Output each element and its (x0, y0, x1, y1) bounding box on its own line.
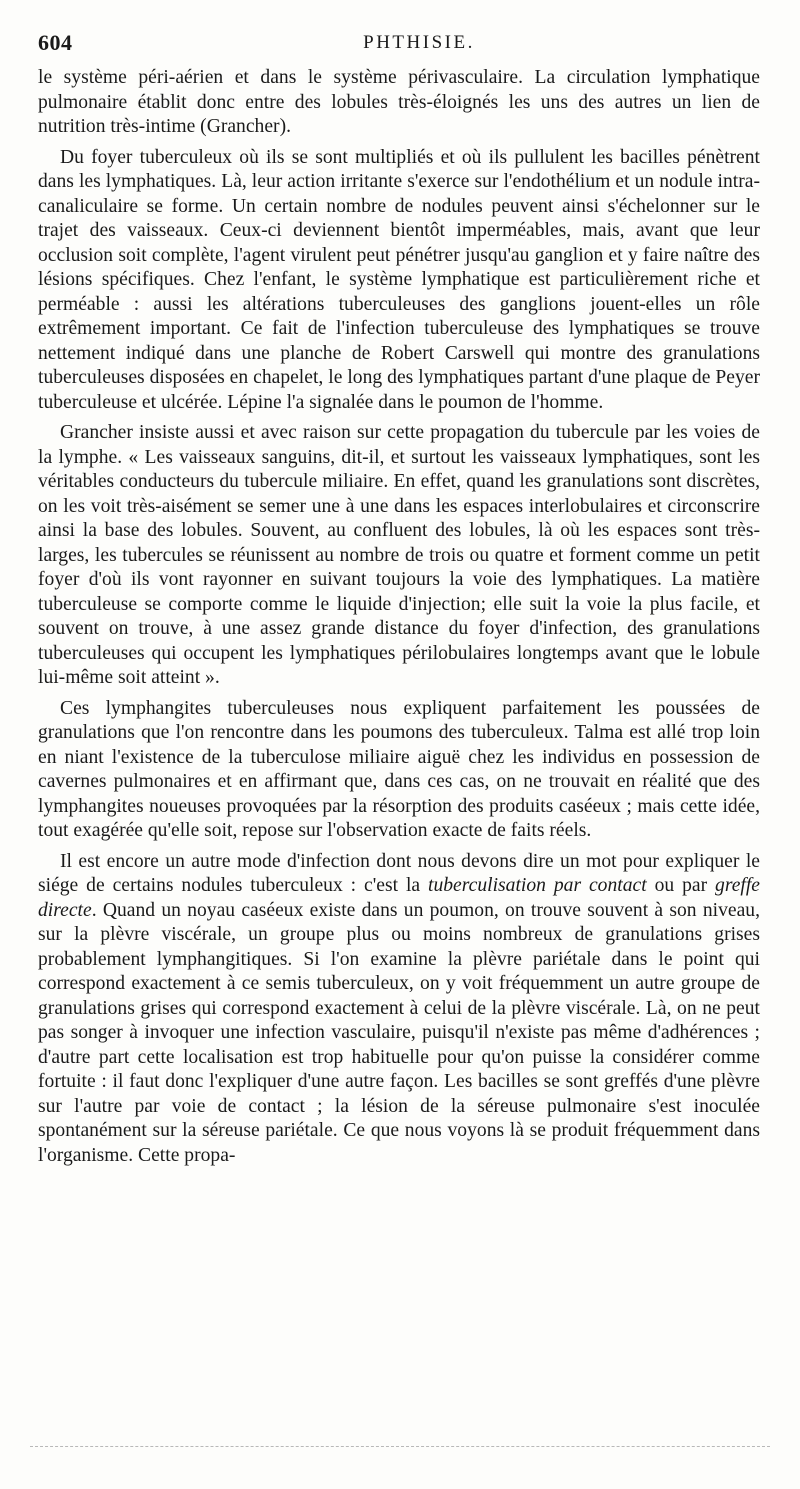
footer-rule (30, 1446, 770, 1447)
italic-term-greffe: greffe directe (38, 875, 760, 921)
paragraph-lymphatic-spread: Du foyer tuberculeux où ils se sont multipliés et où ils pullulent les bacilles pénètrent dans les lymphatiques. Là, leur action irritante s'exerce sur l'endothélium et un nodule intra-canaliculaire se forme. Un certain nombre de nodules peuvent ainsi s'échelonner sur le trajet des vaisseaux. Ceux-ci deviennent bientôt imperméables, mais, avant que leur occlusion soit complète, l'agent virulent peut pénétrer jusqu'au ganglion et y faire naître des lésions spécifiques. Chez l'enfant, le système lymphatique est particulièrement riche et perméable : aussi les altérations tuberculeuses des ganglions jouent-elles un rôle extrêmement important. Ce fait de l'infection tuberculeuse des lymphatiques se trouve nettement indiqué dans une planche de Robert Carswell qui montre des granulations tuberculeuses disposées en chapelet, le long des lymphatiques partant d'une plaque de Peyer tuberculeuse et ulcérée. Lépine l'a signalée dans le poumon de l'homme. (38, 146, 760, 413)
text-span: . Quand un noyau caséeux existe dans un poumon, on trouve souvent à son niveau, sur la plèvre viscérale, un groupe plus ou moins nombreux de granulations grises probablement lymphangitiques. Si l'on examine la plèvre pariétale dans le point qui correspond exactement à ce semis tuberculeux, on y voit fréquemment un autre groupe de granulations grises qui correspond exactement à celui de la plèvre viscérale. Là, on ne peut pas songer à invoquer une infection vasculaire, puisqu'il n'existe pas même d'adhérences ; d'autre part cette localisation est trop habituelle pour qu'on puisse la considérer comme fortuite : il faut donc l'expliquer d'une autre façon. Les bacilles se sont greffés d'une plèvre sur l'autre par voie de contact ; la lésion de la séreuse pulmonaire s'est inoculée spontanément sur la séreuse pariétale. Ce que nous voyons là se produit fréquemment dans l'organisme. Cette propa- (38, 899, 760, 1166)
paragraph-continued: le système péri-aérien et dans le système périvasculaire. La circulation lymphatique pulmonaire établit donc entre des lobules très-éloignés les uns des autres un lien de nutrition très-intime (Grancher). (38, 67, 760, 137)
text-span: ou par (646, 875, 716, 896)
paragraph-grancher-quote: Grancher insiste aussi et avec raison sur cette propagation du tubercule par les voies de la lymphe. « Les vaisseaux sanguins, dit-il, et surtout les vaisseaux lymphatiques, sont les véritables conducteurs du tubercule miliaire. En effet, quand les granulations sont discrètes, on les voit très-aisément se semer une à une dans les espaces interlobulaires et circonscrire ainsi la base des lobules. Souvent, au confluent des lobules, là où les espaces sont très-larges, les tubercules se réunissent au nombre de trois ou quatre et forment comme un petit foyer d'où ils vont rayonner en suivant toujours la voie des lymphatiques. La matière tuberculeuse se comporte comme le liquide d'injection; elle suit la voie la plus facile, et souvent on trouve, à une assez grande distance du foyer d'infection, des granulations tuberculeuses qui occupent les lymphatiques périlobulaires longtemps avant que le lobule lui-même soit atteint ». (38, 422, 760, 688)
paragraph-contact-infection (38, 850, 760, 1169)
italic-term-contact: tuberculisation par contact (428, 875, 647, 896)
page-number: 604 (38, 30, 73, 55)
running-head: PHTHISIE. (363, 32, 475, 53)
text-span: Il est encore un autre mode d'infection dont nous devons dire un mot pour expliquer le siége de certains nodules tuberculeux : c'est la (38, 850, 760, 896)
page-header (38, 30, 760, 60)
paragraph-lymphangites: Ces lymphangites tuberculeuses nous expliquent parfaitement les poussées de granulations que l'on rencontre dans les poumons des tuberculeux. Talma est allé trop loin en niant l'existence de la tuberculose miliaire aiguë chez les individus en possession de cavernes pulmonaires et en affirmant que, dans ces cas, on ne trouvait en réalité que des lymphangites noueuses provoquées par la résorption des produits caséeux ; mais cette idée, tout exagérée qu'elle soit, repose sur l'observation exacte de faits réels. (38, 697, 760, 841)
page-body (38, 66, 760, 1174)
